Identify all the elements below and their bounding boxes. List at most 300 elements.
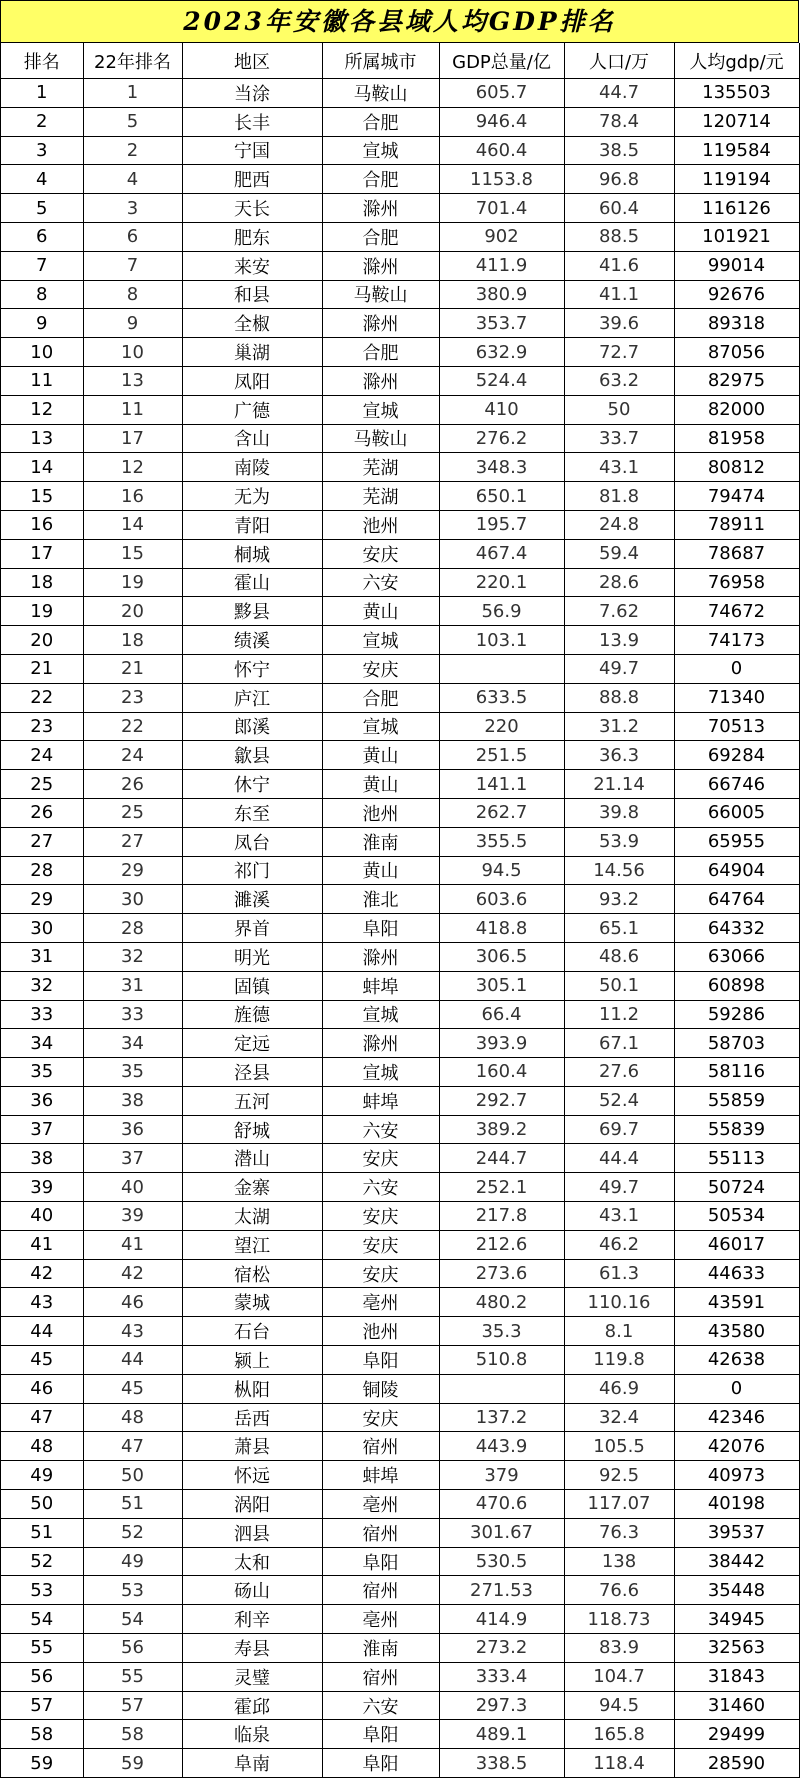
gdp-cell: 66.4: [439, 1000, 564, 1029]
table-row: [1, 798, 799, 827]
rank-cell: 16: [1, 510, 83, 539]
prev-rank-cell: 56: [83, 1634, 182, 1663]
prev-rank-cell: 44: [83, 1346, 182, 1375]
gdp-cell: 489.1: [439, 1720, 564, 1749]
prev-rank-cell: 53: [83, 1576, 182, 1605]
region-cell: 五河: [182, 1086, 322, 1115]
city-cell: 六安: [322, 1691, 439, 1720]
rank-cell: 9: [1, 309, 83, 338]
population-cell: 8.1: [564, 1317, 674, 1346]
population-cell: 76.3: [564, 1518, 674, 1547]
region-cell: 青阳: [182, 510, 322, 539]
population-cell: 96.8: [564, 165, 674, 194]
city-cell: 六安: [322, 1115, 439, 1144]
per-capita-gdp-cell: 42638: [674, 1346, 799, 1375]
population-cell: 119.8: [564, 1346, 674, 1375]
per-capita-gdp-cell: 0: [674, 654, 799, 683]
region-cell: 广德: [182, 395, 322, 424]
population-cell: 7.62: [564, 597, 674, 626]
per-capita-gdp-cell: 38442: [674, 1547, 799, 1576]
rank-cell: 4: [1, 165, 83, 194]
gdp-cell: 410: [439, 395, 564, 424]
table-row: [1, 1461, 799, 1490]
table-row: [1, 453, 799, 482]
region-cell: 和县: [182, 280, 322, 309]
region-cell: 天长: [182, 194, 322, 223]
table-row: [1, 424, 799, 453]
region-cell: 太湖: [182, 1202, 322, 1231]
population-cell: 48.6: [564, 942, 674, 971]
gdp-cell: 160.4: [439, 1058, 564, 1087]
table-row: [1, 1288, 799, 1317]
gdp-cell: 510.8: [439, 1346, 564, 1375]
per-capita-gdp-cell: 76958: [674, 568, 799, 597]
table-row: [1, 597, 799, 626]
prev-rank-cell: 14: [83, 510, 182, 539]
table-row: [1, 107, 799, 136]
table-row: [1, 1115, 799, 1144]
city-cell: 蚌埠: [322, 1461, 439, 1490]
rank-cell: 33: [1, 1000, 83, 1029]
gdp-cell: 946.4: [439, 107, 564, 136]
gdp-cell: 603.6: [439, 885, 564, 914]
table-row: [1, 626, 799, 655]
city-cell: 池州: [322, 510, 439, 539]
rank-cell: 52: [1, 1547, 83, 1576]
population-cell: 93.2: [564, 885, 674, 914]
table-row: [1, 1230, 799, 1259]
per-capita-gdp-cell: 82975: [674, 366, 799, 395]
prev-rank-cell: 16: [83, 482, 182, 511]
rank-cell: 19: [1, 597, 83, 626]
per-capita-gdp-cell: 58703: [674, 1029, 799, 1058]
city-cell: 宣城: [322, 626, 439, 655]
population-cell: 118.73: [564, 1605, 674, 1634]
per-capita-gdp-cell: 59286: [674, 1000, 799, 1029]
per-capita-gdp-cell: 82000: [674, 395, 799, 424]
table-row: [1, 1605, 799, 1634]
city-cell: 安庆: [322, 1403, 439, 1432]
gdp-cell: 632.9: [439, 338, 564, 367]
rank-cell: 17: [1, 539, 83, 568]
population-cell: 21.14: [564, 770, 674, 799]
prev-rank-cell: 35: [83, 1058, 182, 1087]
prev-rank-cell: 19: [83, 568, 182, 597]
per-capita-gdp-cell: 32563: [674, 1634, 799, 1663]
gdp-cell: 301.67: [439, 1518, 564, 1547]
city-cell: 宿州: [322, 1662, 439, 1691]
per-capita-gdp-cell: 89318: [674, 309, 799, 338]
prev-rank-cell: 2: [83, 136, 182, 165]
gdp-cell: 411.9: [439, 251, 564, 280]
rank-cell: 55: [1, 1634, 83, 1663]
ranking-table: [1, 43, 800, 1778]
population-cell: 44.4: [564, 1144, 674, 1173]
region-cell: 宿松: [182, 1259, 322, 1288]
city-cell: 淮南: [322, 1634, 439, 1663]
region-cell: 宁国: [182, 136, 322, 165]
population-cell: 88.8: [564, 683, 674, 712]
rank-cell: 38: [1, 1144, 83, 1173]
rank-cell: 42: [1, 1259, 83, 1288]
prev-rank-cell: 27: [83, 827, 182, 856]
region-cell: 来安: [182, 251, 322, 280]
prev-rank-cell: 45: [83, 1374, 182, 1403]
population-cell: 39.8: [564, 798, 674, 827]
prev-rank-cell: 29: [83, 856, 182, 885]
table-row: [1, 1662, 799, 1691]
population-cell: 69.7: [564, 1115, 674, 1144]
gdp-cell: 56.9: [439, 597, 564, 626]
gdp-cell: 141.1: [439, 770, 564, 799]
rank-cell: 20: [1, 626, 83, 655]
per-capita-gdp-cell: 92676: [674, 280, 799, 309]
rank-cell: 7: [1, 251, 83, 280]
population-cell: 53.9: [564, 827, 674, 856]
rank-cell: 56: [1, 1662, 83, 1691]
gdp-cell: 262.7: [439, 798, 564, 827]
city-cell: 宣城: [322, 136, 439, 165]
header-population: 人口/万: [564, 43, 674, 79]
table-row: [1, 539, 799, 568]
prev-rank-cell: 34: [83, 1029, 182, 1058]
region-cell: 东至: [182, 798, 322, 827]
table-row: [1, 1403, 799, 1432]
region-cell: 枞阳: [182, 1374, 322, 1403]
prev-rank-cell: 21: [83, 654, 182, 683]
table-row: [1, 1058, 799, 1087]
population-cell: 31.2: [564, 712, 674, 741]
gdp-cell: 393.9: [439, 1029, 564, 1058]
population-cell: 78.4: [564, 107, 674, 136]
region-cell: 全椒: [182, 309, 322, 338]
prev-rank-cell: 32: [83, 942, 182, 971]
city-cell: 池州: [322, 798, 439, 827]
population-cell: 118.4: [564, 1749, 674, 1778]
gdp-cell: 380.9: [439, 280, 564, 309]
table-row: [1, 741, 799, 770]
population-cell: 92.5: [564, 1461, 674, 1490]
city-cell: 六安: [322, 568, 439, 597]
header-prev-rank: 22年排名: [83, 43, 182, 79]
rank-cell: 8: [1, 280, 83, 309]
region-cell: 南陵: [182, 453, 322, 482]
per-capita-gdp-cell: 87056: [674, 338, 799, 367]
population-cell: 28.6: [564, 568, 674, 597]
gdp-cell: 305.1: [439, 971, 564, 1000]
prev-rank-cell: 12: [83, 453, 182, 482]
per-capita-gdp-cell: 69284: [674, 741, 799, 770]
gdp-cell: 353.7: [439, 309, 564, 338]
population-cell: 165.8: [564, 1720, 674, 1749]
rank-cell: 53: [1, 1576, 83, 1605]
per-capita-gdp-cell: 55839: [674, 1115, 799, 1144]
per-capita-gdp-cell: 78911: [674, 510, 799, 539]
region-cell: 固镇: [182, 971, 322, 1000]
per-capita-gdp-cell: 80812: [674, 453, 799, 482]
rank-cell: 32: [1, 971, 83, 1000]
gdp-cell: [439, 654, 564, 683]
population-cell: 138: [564, 1547, 674, 1576]
gdp-cell: 276.2: [439, 424, 564, 453]
region-cell: 界首: [182, 914, 322, 943]
header-region: 地区: [182, 43, 322, 79]
population-cell: 67.1: [564, 1029, 674, 1058]
city-cell: 合肥: [322, 107, 439, 136]
population-cell: 13.9: [564, 626, 674, 655]
table-row: [1, 942, 799, 971]
table-row: [1, 654, 799, 683]
city-cell: 安庆: [322, 539, 439, 568]
rank-cell: 58: [1, 1720, 83, 1749]
region-cell: 明光: [182, 942, 322, 971]
population-cell: 72.7: [564, 338, 674, 367]
table-row: [1, 971, 799, 1000]
city-cell: 宿州: [322, 1432, 439, 1461]
region-cell: 含山: [182, 424, 322, 453]
region-cell: 金寨: [182, 1173, 322, 1202]
region-cell: 黟县: [182, 597, 322, 626]
prev-rank-cell: 7: [83, 251, 182, 280]
rank-cell: 54: [1, 1605, 83, 1634]
region-cell: 肥西: [182, 165, 322, 194]
city-cell: 滁州: [322, 251, 439, 280]
per-capita-gdp-cell: 29499: [674, 1720, 799, 1749]
prev-rank-cell: 4: [83, 165, 182, 194]
table-row: [1, 165, 799, 194]
region-cell: 郎溪: [182, 712, 322, 741]
population-cell: 59.4: [564, 539, 674, 568]
gdp-cell: 701.4: [439, 194, 564, 223]
prev-rank-cell: 17: [83, 424, 182, 453]
rank-cell: 30: [1, 914, 83, 943]
population-cell: 46.9: [564, 1374, 674, 1403]
city-cell: 蚌埠: [322, 971, 439, 1000]
city-cell: 阜阳: [322, 1346, 439, 1375]
table-row: [1, 856, 799, 885]
gdp-cell: 1153.8: [439, 165, 564, 194]
table-row: [1, 1490, 799, 1519]
rank-cell: 47: [1, 1403, 83, 1432]
rank-cell: 13: [1, 424, 83, 453]
prev-rank-cell: 48: [83, 1403, 182, 1432]
gdp-cell: 524.4: [439, 366, 564, 395]
gdp-cell: 103.1: [439, 626, 564, 655]
per-capita-gdp-cell: 101921: [674, 222, 799, 251]
region-cell: 休宁: [182, 770, 322, 799]
gdp-cell: 414.9: [439, 1605, 564, 1634]
table-row: [1, 885, 799, 914]
region-cell: 巢湖: [182, 338, 322, 367]
city-cell: 黄山: [322, 741, 439, 770]
rank-cell: 5: [1, 194, 83, 223]
region-cell: 利辛: [182, 1605, 322, 1634]
rank-cell: 51: [1, 1518, 83, 1547]
gdp-cell: 338.5: [439, 1749, 564, 1778]
region-cell: 阜南: [182, 1749, 322, 1778]
rank-cell: 44: [1, 1317, 83, 1346]
population-cell: 65.1: [564, 914, 674, 943]
rank-cell: 14: [1, 453, 83, 482]
rank-cell: 37: [1, 1115, 83, 1144]
population-cell: 43.1: [564, 1202, 674, 1231]
table-row: [1, 712, 799, 741]
city-cell: 阜阳: [322, 1720, 439, 1749]
rank-cell: 22: [1, 683, 83, 712]
region-cell: 濉溪: [182, 885, 322, 914]
population-cell: 52.4: [564, 1086, 674, 1115]
table-row: [1, 366, 799, 395]
population-cell: 94.5: [564, 1691, 674, 1720]
population-cell: 36.3: [564, 741, 674, 770]
table-row: [1, 1576, 799, 1605]
per-capita-gdp-cell: 78687: [674, 539, 799, 568]
header-rank: 排名: [1, 43, 83, 79]
city-cell: 黄山: [322, 770, 439, 799]
table-row: [1, 482, 799, 511]
population-cell: 14.56: [564, 856, 674, 885]
rank-cell: 15: [1, 482, 83, 511]
prev-rank-cell: 10: [83, 338, 182, 367]
table-row: [1, 1000, 799, 1029]
per-capita-gdp-cell: 64904: [674, 856, 799, 885]
city-cell: 滁州: [322, 1029, 439, 1058]
per-capita-gdp-cell: 28590: [674, 1749, 799, 1778]
gdp-cell: 467.4: [439, 539, 564, 568]
per-capita-gdp-cell: 50534: [674, 1202, 799, 1231]
table-row: [1, 1346, 799, 1375]
region-cell: 泗县: [182, 1518, 322, 1547]
city-cell: 阜阳: [322, 914, 439, 943]
prev-rank-cell: 22: [83, 712, 182, 741]
city-cell: 黄山: [322, 597, 439, 626]
prev-rank-cell: 41: [83, 1230, 182, 1259]
population-cell: 61.3: [564, 1259, 674, 1288]
table-row: [1, 770, 799, 799]
rank-cell: 2: [1, 107, 83, 136]
table-row: [1, 1202, 799, 1231]
table-row: [1, 1547, 799, 1576]
prev-rank-cell: 5: [83, 107, 182, 136]
gdp-cell: 418.8: [439, 914, 564, 943]
population-cell: 33.7: [564, 424, 674, 453]
table-row: [1, 1144, 799, 1173]
prev-rank-cell: 50: [83, 1461, 182, 1490]
gdp-cell: 217.8: [439, 1202, 564, 1231]
rank-cell: 39: [1, 1173, 83, 1202]
rank-cell: 25: [1, 770, 83, 799]
prev-rank-cell: 18: [83, 626, 182, 655]
population-cell: 43.1: [564, 453, 674, 482]
prev-rank-cell: 42: [83, 1259, 182, 1288]
gdp-cell: 35.3: [439, 1317, 564, 1346]
rank-cell: 50: [1, 1490, 83, 1519]
city-cell: 马鞍山: [322, 79, 439, 108]
per-capita-gdp-cell: 70513: [674, 712, 799, 741]
population-cell: 76.6: [564, 1576, 674, 1605]
prev-rank-cell: 49: [83, 1547, 182, 1576]
per-capita-gdp-cell: 66746: [674, 770, 799, 799]
gdp-cell: 650.1: [439, 482, 564, 511]
prev-rank-cell: 6: [83, 222, 182, 251]
city-cell: 宣城: [322, 1000, 439, 1029]
region-cell: 砀山: [182, 1576, 322, 1605]
per-capita-gdp-cell: 39537: [674, 1518, 799, 1547]
region-cell: 无为: [182, 482, 322, 511]
region-cell: 旌德: [182, 1000, 322, 1029]
population-cell: 41.1: [564, 280, 674, 309]
per-capita-gdp-cell: 55859: [674, 1086, 799, 1115]
population-cell: 32.4: [564, 1403, 674, 1432]
city-cell: 亳州: [322, 1288, 439, 1317]
table-row: [1, 395, 799, 424]
region-cell: 萧县: [182, 1432, 322, 1461]
city-cell: 安庆: [322, 1230, 439, 1259]
region-cell: 桐城: [182, 539, 322, 568]
region-cell: 临泉: [182, 1720, 322, 1749]
table-row: [1, 1691, 799, 1720]
region-cell: 绩溪: [182, 626, 322, 655]
per-capita-gdp-cell: 119194: [674, 165, 799, 194]
rank-cell: 27: [1, 827, 83, 856]
population-cell: 46.2: [564, 1230, 674, 1259]
rank-cell: 46: [1, 1374, 83, 1403]
city-cell: 宿州: [322, 1576, 439, 1605]
table-row: [1, 136, 799, 165]
per-capita-gdp-cell: 42076: [674, 1432, 799, 1461]
prev-rank-cell: 11: [83, 395, 182, 424]
population-cell: 83.9: [564, 1634, 674, 1663]
population-cell: 105.5: [564, 1432, 674, 1461]
per-capita-gdp-cell: 64332: [674, 914, 799, 943]
gdp-cell: 530.5: [439, 1547, 564, 1576]
rank-cell: 45: [1, 1346, 83, 1375]
rank-cell: 40: [1, 1202, 83, 1231]
gdp-cell: 443.9: [439, 1432, 564, 1461]
city-cell: 马鞍山: [322, 424, 439, 453]
city-cell: 亳州: [322, 1605, 439, 1634]
population-cell: 39.6: [564, 309, 674, 338]
prev-rank-cell: 46: [83, 1288, 182, 1317]
gdp-cell: 348.3: [439, 453, 564, 482]
rank-cell: 6: [1, 222, 83, 251]
city-cell: 安庆: [322, 1259, 439, 1288]
header-city: 所属城市: [322, 43, 439, 79]
table-row: [1, 1173, 799, 1202]
gdp-cell: 273.2: [439, 1634, 564, 1663]
per-capita-gdp-cell: 120714: [674, 107, 799, 136]
population-cell: 104.7: [564, 1662, 674, 1691]
per-capita-gdp-cell: 0: [674, 1374, 799, 1403]
city-cell: 六安: [322, 1173, 439, 1202]
rank-cell: 24: [1, 741, 83, 770]
region-cell: 怀远: [182, 1461, 322, 1490]
city-cell: 铜陵: [322, 1374, 439, 1403]
prev-rank-cell: 47: [83, 1432, 182, 1461]
table-row: [1, 1749, 799, 1778]
population-cell: 50.1: [564, 971, 674, 1000]
rank-cell: 35: [1, 1058, 83, 1087]
per-capita-gdp-cell: 46017: [674, 1230, 799, 1259]
gdp-cell: 605.7: [439, 79, 564, 108]
gdp-cell: 633.5: [439, 683, 564, 712]
region-cell: 灵璧: [182, 1662, 322, 1691]
population-cell: 11.2: [564, 1000, 674, 1029]
region-cell: 望江: [182, 1230, 322, 1259]
per-capita-gdp-cell: 74672: [674, 597, 799, 626]
prev-rank-cell: 13: [83, 366, 182, 395]
table-row: [1, 222, 799, 251]
